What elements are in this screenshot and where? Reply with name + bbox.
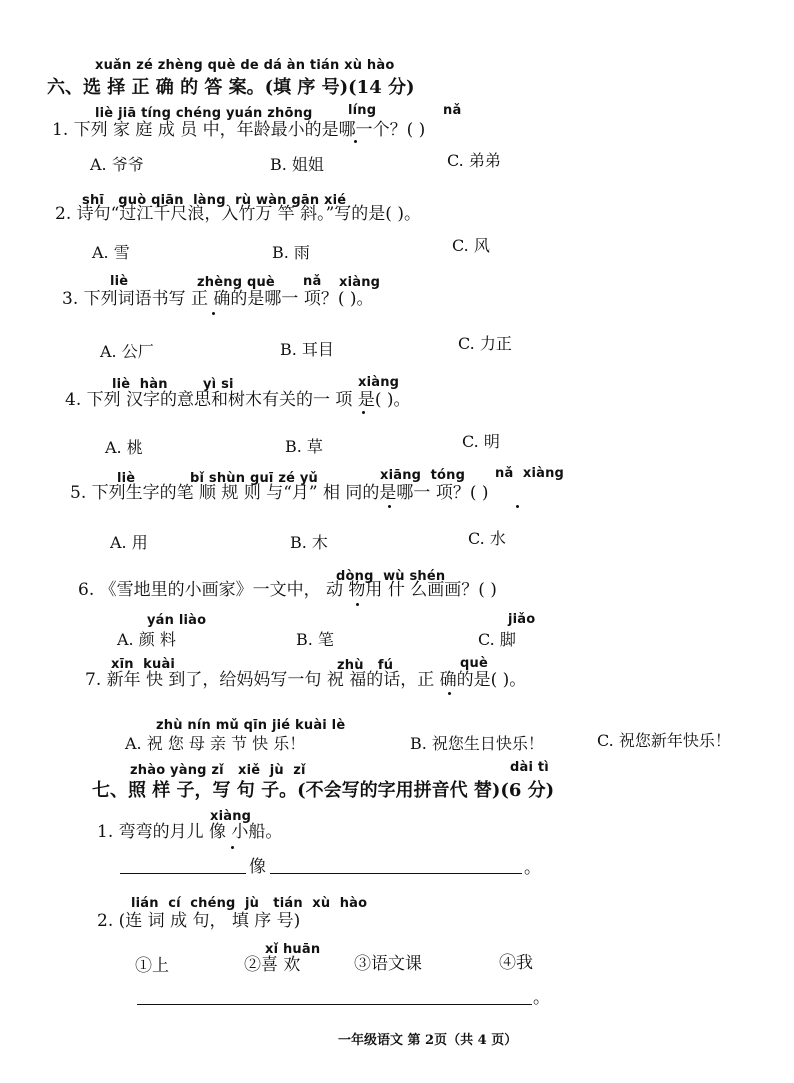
q3-pinyin-4: xiàng: [339, 275, 381, 290]
s7q2-text: 2. (连 词 成 句， 填 序 号): [97, 911, 301, 931]
q2-option-c: C. 风: [452, 236, 490, 255]
emphasis-dot: [388, 505, 391, 508]
q4-pinyin-3: xiàng: [358, 375, 400, 390]
q4-pinyin-2: yì si: [203, 377, 234, 392]
q2-option-b: B. 雨: [272, 243, 310, 262]
q7-pinyin-2: zhù fú: [337, 658, 394, 673]
q7-pinyin-3: què: [460, 656, 488, 671]
q7-option-a-pinyin: zhù nín mǔ qīn jié kuài lè: [156, 718, 346, 733]
s7q2-end: 。: [533, 988, 550, 1008]
s7q2-pinyin: lián cí chéng jù tián xù hào: [131, 896, 368, 911]
q3-option-c: C. 力正: [458, 334, 512, 353]
q6-option-a: A. 颜 料: [117, 630, 176, 649]
q6-text: 6. 《雪地里的小画家》一文中， 动 物用 什 么画画？( ): [78, 580, 497, 600]
q1-pinyin-1: liè jiā tíng chéng yuán zhōng: [95, 106, 313, 121]
q1-pinyin-2: líng: [348, 103, 377, 118]
q4-option-b: B. 草: [285, 437, 323, 456]
q5-text: 5. 下列生字的笔 顺 规 则 与“月” 相 同的是哪一 项？( ): [70, 483, 489, 503]
section7-pinyin: zhào yàng zǐ xiě jù zǐ: [130, 763, 306, 778]
q4-option-c: C. 明: [462, 432, 500, 451]
q7-option-b: B. 祝您生日快乐！: [410, 734, 544, 753]
q4-text: 4. 下列 汉字的意思和树木有关的一 项 是( )。: [65, 390, 411, 410]
s7q2-item-4: ④我: [499, 953, 533, 973]
section7-title: 七、照 样 子，写 句 子。(不会写的字用拼音代 替)(6 分): [92, 780, 555, 801]
answer-blank-3[interactable]: [137, 1004, 532, 1005]
q5-option-c: C. 水: [468, 529, 506, 548]
q2-text: 2. 诗句“过江千尺浪，入竹万 竿 斜。”写的是( )。: [55, 204, 421, 224]
section7-pinyin-2: dài tì: [510, 760, 549, 775]
q5-option-b: B. 木: [290, 533, 328, 552]
answer-blank-1[interactable]: [120, 873, 246, 874]
q4-option-a: A. 桃: [105, 438, 143, 457]
emphasis-dot: [212, 312, 215, 315]
q6-option-c: C. 脚: [478, 630, 516, 649]
q2-option-a: A. 雪: [92, 243, 130, 262]
s7q2-item-1: ①上: [135, 956, 169, 976]
q3-pinyin-1: liè: [110, 274, 129, 289]
q4-pinyin-1: liè hàn: [112, 377, 168, 392]
q5-pinyin-1: liè: [117, 471, 136, 486]
q3-option-a: A. 公厂: [100, 342, 154, 361]
emphasis-dot: [356, 603, 359, 606]
emphasis-dot: [354, 140, 357, 143]
q6-option-b: B. 笔: [296, 630, 334, 649]
q1-option-c: C. 弟弟: [447, 151, 501, 170]
q1-pinyin-3: nǎ: [443, 103, 462, 118]
s7q1-pinyin: xiàng: [210, 809, 252, 824]
s7q1-text: 1. 弯弯的月儿 像 小船。: [97, 822, 283, 842]
q7-option-c: C. 祝您新年快乐！: [597, 731, 731, 750]
emphasis-dot: [448, 692, 451, 695]
emphasis-dot: [231, 846, 234, 849]
q6-pinyin: dòng wù shén: [336, 569, 446, 584]
q7-option-a: A. 祝 您 母 亲 节 快 乐！: [125, 734, 306, 753]
s7q1-blank-word: 像: [249, 857, 266, 877]
q3-pinyin-2: zhèng què: [197, 275, 275, 290]
section6-pinyin: xuǎn zé zhèng què de dá àn tián xù hào: [95, 58, 395, 73]
q3-text: 3. 下列词语书写 正 确的是哪一 项？( )。: [62, 289, 374, 309]
q6-option-c-pinyin: jiǎo: [508, 612, 536, 627]
q2-pinyin: shī guò qiān làng rù wàn gān xié: [82, 193, 347, 208]
q5-pinyin-2: bǐ shùn guī zé yǔ: [190, 471, 318, 486]
emphasis-dot: [516, 505, 519, 508]
q3-option-b: B. 耳目: [280, 340, 334, 359]
page-footer: 一年级语文 第 2页（共 4 页）: [338, 1033, 518, 1048]
q5-pinyin-3: xiāng tóng: [380, 468, 466, 483]
q5-option-a: A. 用: [110, 533, 148, 552]
s7q2-item-3: ③语文课: [354, 954, 422, 974]
emphasis-dot: [362, 411, 365, 414]
section6-title: 六、选 择 正 确 的 答 案。(填 序 号)(14 分): [47, 77, 415, 98]
q1-option-a: A. 爷爷: [90, 155, 144, 174]
q1-option-b: B. 姐姐: [270, 155, 324, 174]
q5-pinyin-4: nǎ xiàng: [495, 466, 565, 481]
q6-option-a-pinyin: yán liào: [147, 613, 207, 628]
q7-pinyin-1: xīn kuài: [111, 657, 176, 672]
s7q1-end: 。: [524, 858, 541, 878]
q7-text: 7. 新年 快 到了，给妈妈写一句 祝 福的话，正 确的是( )。: [85, 670, 527, 690]
q3-pinyin-3: nǎ: [303, 274, 322, 289]
answer-blank-2[interactable]: [270, 873, 522, 874]
s7q2-item-2: ②喜 欢: [244, 955, 301, 975]
s7q2-item-pinyin: xǐ huān: [265, 942, 321, 957]
q1-text: 1. 下列 家 庭 成 员 中，年龄最小的是哪一个？( ): [52, 120, 426, 140]
